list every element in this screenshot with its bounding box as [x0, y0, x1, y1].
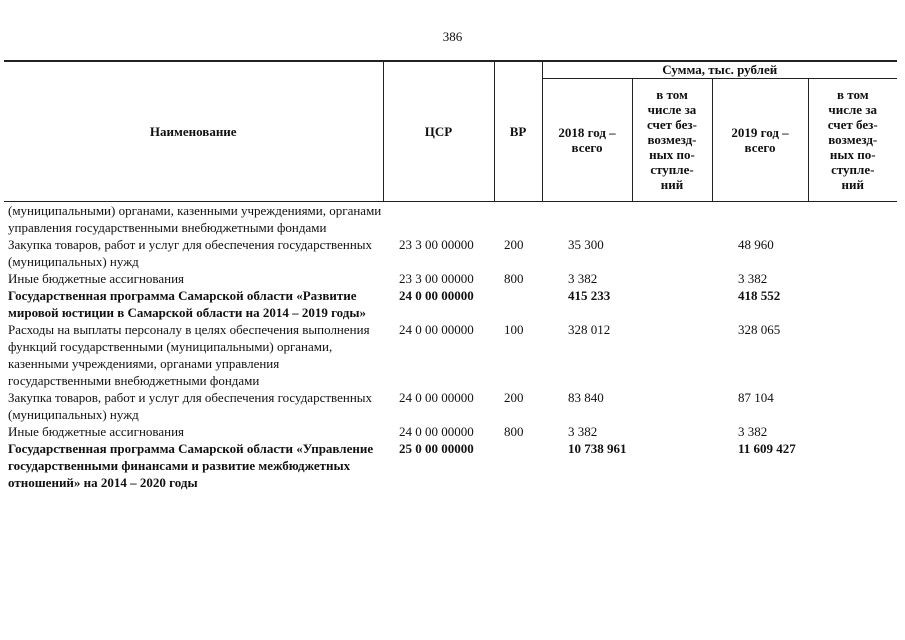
- row-vr: 800: [504, 270, 524, 286]
- row-2019-gratis: [808, 440, 897, 491]
- header-sum-group: Сумма, тыс. рублей: [542, 61, 897, 78]
- row-csr: 23 3 00 00000: [399, 236, 474, 252]
- row-2019-gratis: [808, 389, 897, 423]
- row-name: Иные бюджетные ассигнования: [8, 270, 185, 286]
- row-2019-total: 3 382: [738, 270, 768, 286]
- header-csr: ЦСР: [383, 61, 494, 201]
- row-vr: 200: [504, 389, 524, 405]
- row-2019-gratis: [808, 236, 897, 270]
- budget-table: [4, 60, 897, 491]
- header-2018-total: 2018 год – всего: [542, 78, 632, 201]
- row-name: Государственная программа Самарской области «Управление государственными финансами и развитие межбюджетных отношений» на 2014 – 2020 годы: [8, 440, 374, 490]
- row-vr: [494, 440, 542, 491]
- row-2018-total: 415 233: [568, 287, 611, 303]
- row-2018-total: 35 300: [568, 236, 604, 252]
- table-row: [4, 201, 897, 236]
- header-2018-gratis: в том числе за счет без- возмезд- ных по- ступле- ний: [632, 78, 712, 201]
- row-2018-total: [542, 201, 632, 236]
- row-csr: 24 0 00 00000: [399, 423, 474, 439]
- row-name: (муниципальными) органами, казенными учреждениями, органами управления государственными внебюджетными фондами: [8, 202, 382, 235]
- row-csr: 23 3 00 00000: [399, 270, 474, 286]
- table-row: [4, 287, 897, 321]
- row-vr: 100: [504, 321, 524, 337]
- header-vr: ВР: [494, 61, 542, 201]
- row-2018-gratis: [632, 389, 712, 423]
- row-2018-gratis: [632, 423, 712, 440]
- row-name: Закупка товаров, работ и услуг для обеспечения государственных (муниципальных) нужд: [8, 389, 373, 422]
- table-row: [4, 423, 897, 440]
- table-row: [4, 270, 897, 287]
- row-name: Расходы на выплаты персоналу в целях обеспечения выполнения функций государственными (муниципальными) органами, казенными учреждениями, органами управления государственными внебюджетными фондами: [8, 321, 370, 388]
- row-2019-total: 87 104: [738, 389, 774, 405]
- row-csr: 24 0 00 00000: [399, 321, 474, 337]
- row-2018-gratis: [632, 440, 712, 491]
- table-row: [4, 389, 897, 423]
- row-2018-gratis: [632, 270, 712, 287]
- row-2019-total: [712, 201, 808, 236]
- row-2018-total: 10 738 961: [568, 440, 627, 456]
- row-name: Закупка товаров, работ и услуг для обеспечения государственных (муниципальных) нужд: [8, 236, 373, 269]
- table-row: [4, 236, 897, 270]
- page-number: 386: [442, 29, 463, 44]
- row-2018-gratis: [632, 321, 712, 389]
- row-vr: [494, 201, 542, 236]
- row-name: Иные бюджетные ассигнования: [8, 423, 185, 439]
- header-2019-gratis: в том числе за счет без- возмезд- ных по- ступле- ний: [808, 78, 897, 201]
- row-2019-gratis: [808, 287, 897, 321]
- row-2018-total: 328 012: [568, 321, 611, 337]
- row-2019-total: 3 382: [738, 423, 768, 439]
- row-2019-total: 48 960: [738, 236, 774, 252]
- row-2018-total: 3 382: [568, 423, 598, 439]
- row-vr: [494, 287, 542, 321]
- row-csr: 24 0 00 00000: [399, 287, 474, 303]
- row-2019-total: 328 065: [738, 321, 781, 337]
- row-2019-gratis: [808, 201, 897, 236]
- row-2019-gratis: [808, 270, 897, 287]
- row-csr: [383, 201, 494, 236]
- row-2018-gratis: [632, 236, 712, 270]
- row-2019-total: 11 609 427: [738, 440, 796, 456]
- row-2018-total: 83 840: [568, 389, 604, 405]
- row-2018-total: 3 382: [568, 270, 598, 286]
- row-csr: 24 0 00 00000: [399, 389, 474, 405]
- row-2018-gratis: [632, 287, 712, 321]
- header-2019-total: 2019 год – всего: [712, 78, 808, 201]
- header-name: Наименование: [4, 61, 383, 201]
- row-name: Государственная программа Самарской области «Развитие мировой юстиции в Самарской области на 2014 – 2019 годы»: [8, 287, 366, 320]
- row-vr: 200: [504, 236, 524, 252]
- table-row: [4, 321, 897, 389]
- row-2019-gratis: [808, 423, 897, 440]
- row-2019-gratis: [808, 321, 897, 389]
- row-vr: 800: [504, 423, 524, 439]
- row-2019-total: 418 552: [738, 287, 781, 303]
- row-csr: 25 0 00 00000: [399, 440, 474, 456]
- table-row: [4, 440, 897, 491]
- row-2018-gratis: [632, 201, 712, 236]
